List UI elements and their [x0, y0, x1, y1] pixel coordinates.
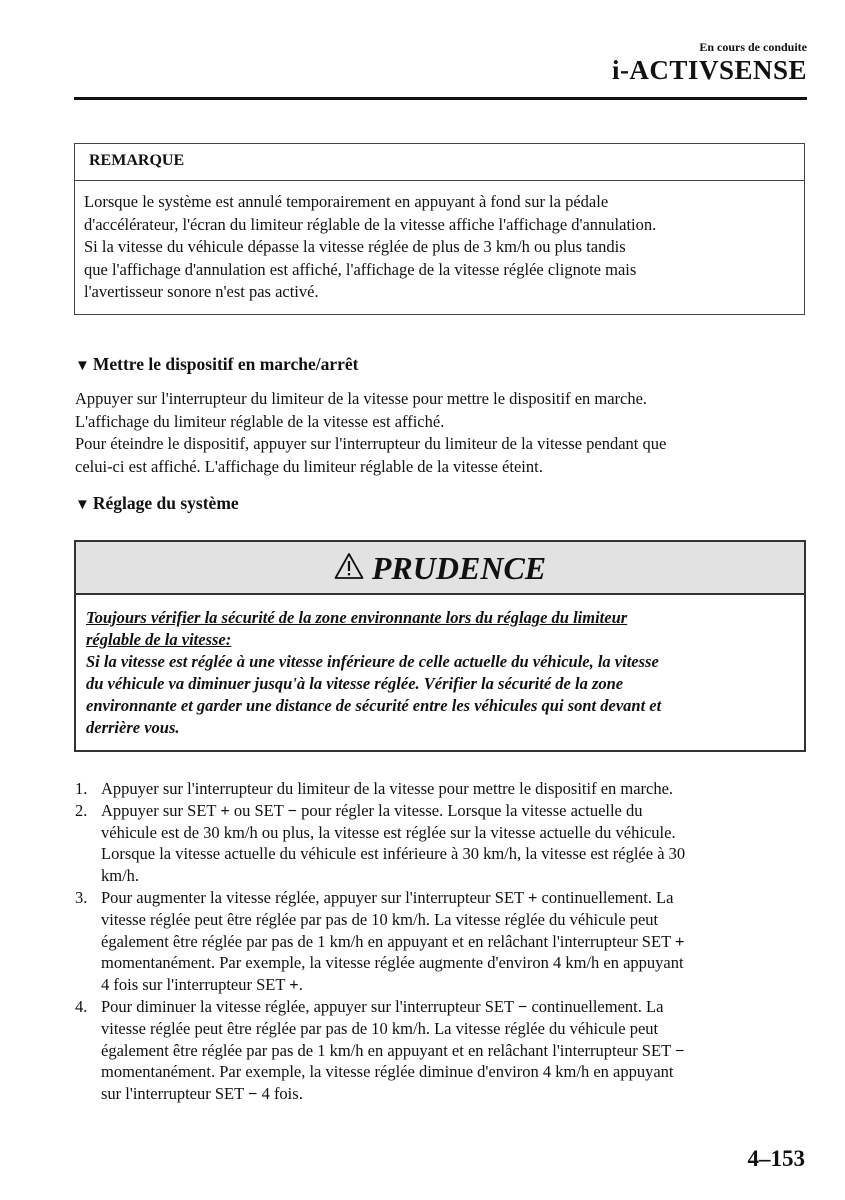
step-line: Appuyer sur l'interrupteur du limiteur de la vitesse pour mettre le dispositif en marche. — [101, 779, 674, 798]
step-number: 3. — [75, 887, 88, 907]
plus-symbol: + — [674, 931, 685, 951]
step-line: Lorsque la vitesse actuelle du véhicule est inférieure à 30 km/h, la vitesse est réglée à 30 — [101, 844, 686, 864]
warning-triangle-icon — [334, 552, 364, 585]
step-number: 2. — [75, 800, 88, 820]
step-line — [101, 931, 815, 953]
step-line: km/h. — [101, 866, 140, 886]
caution-line: environnante et garder une distance de sécurité entre les véhicules qui sont devant et — [86, 696, 662, 715]
step-text: sur l'interrupteur SET — [101, 1084, 249, 1104]
paragraph-line: celui-ci est affiché. L'affichage du limiteur réglable de la vitesse éteint. — [75, 456, 543, 476]
step-line — [101, 974, 815, 996]
step-line — [101, 996, 815, 1018]
step-line — [101, 1083, 815, 1105]
minus-symbol: − — [674, 1040, 685, 1060]
list-item — [75, 887, 815, 996]
caution-title: PRUDENCE — [371, 550, 547, 586]
list-item — [75, 778, 815, 800]
step-line: véhicule est de 30 km/h ou plus, la vitesse est réglée sur la vitesse actuelle du véhicule. — [101, 822, 676, 842]
note-line: Lorsque le système est annulé temporairement en appuyant à fond sur la pédale — [84, 192, 609, 211]
note-line: l'avertisseur sonore n'est pas activé. — [84, 282, 319, 301]
list-item — [75, 800, 815, 887]
note-body — [75, 181, 804, 304]
step-text: également être réglée par pas de 1 km/h en appuyant et en relâchant l'interrupteur SET — [101, 931, 675, 951]
section-header: En cours de conduite — [699, 40, 807, 54]
step-line — [101, 1040, 815, 1062]
plus-symbol: + — [220, 800, 230, 820]
triangle-down-icon: ▼ — [75, 358, 90, 374]
header-rule — [74, 97, 807, 100]
page-number: 4–153 — [747, 1146, 805, 1171]
caution-body — [76, 595, 804, 739]
note-box — [74, 143, 805, 315]
caution-line: Si la vitesse est réglée à une vitesse inférieure de celle actuelle du véhicule, la vitesse — [86, 652, 659, 671]
caution-box — [74, 540, 806, 752]
note-line: d'accélérateur, l'écran du limiteur réglable de la vitesse affiche l'affichage d'annulation. — [84, 214, 657, 234]
step-text: ou SET — [229, 800, 288, 820]
step-line: vitesse réglée peut être réglée par pas de 10 km/h. La vitesse réglée du véhicule peut — [101, 909, 659, 929]
step-text: continuellement. La — [527, 996, 664, 1016]
minus-symbol: − — [248, 1084, 258, 1104]
step-number: 1. — [75, 779, 88, 798]
caution-line: réglable de la vitesse: — [86, 630, 232, 649]
paragraph-line: Appuyer sur l'interrupteur du limiteur de la vitesse pour mettre le dispositif en marche. — [75, 389, 648, 408]
step-text: 4 fois sur l'interrupteur SET — [101, 975, 290, 995]
triangle-down-icon: ▼ — [75, 497, 90, 513]
step-text: Pour diminuer la vitesse réglée, appuyer sur l'interrupteur SET — [101, 996, 518, 1016]
step-text: Appuyer sur SET — [101, 800, 221, 820]
plus-symbol: + — [527, 887, 538, 907]
step-text: Pour augmenter la vitesse réglée, appuyer sur l'interrupteur SET — [101, 887, 528, 907]
section-heading-text: Réglage du système — [92, 493, 239, 513]
step-line: momentanément. Par exemple, la vitesse réglée augmente d'environ 4 km/h en appuyant — [101, 953, 684, 973]
note-line: que l'affichage d'annulation est affiché, l'affichage de la vitesse réglée clignote mais — [84, 259, 637, 279]
note-line: Si la vitesse du véhicule dépasse la vitesse réglée de plus de 3 km/h ou plus tandis — [84, 237, 626, 256]
step-text: également être réglée par pas de 1 km/h en appuyant et en relâchant l'interrupteur SET — [101, 1040, 675, 1060]
step-line — [101, 887, 815, 909]
step-text: continuellement. La — [537, 887, 674, 907]
paragraph-line: L'affichage du limiteur réglable de la vitesse est affiché. — [75, 411, 445, 431]
minus-symbol: − — [517, 996, 528, 1016]
step-line: momentanément. Par exemple, la vitesse réglée diminue d'environ 4 km/h en appuyant — [101, 1062, 674, 1082]
steps-list — [75, 778, 815, 1105]
paragraph-line: Pour éteindre le dispositif, appuyer sur l'interrupteur du limiteur de la vitesse pendant que — [75, 434, 667, 453]
caution-line: du véhicule va diminuer jusqu'à la vitesse réglée. Vérifier la sécurité de la zone — [86, 674, 624, 693]
section-heading-power — [75, 354, 359, 375]
section-heading-text: Mettre le dispositif en marche/arrêt — [92, 354, 359, 374]
page-title: i-ACTIVSENSE — [611, 55, 807, 85]
caution-header — [76, 542, 804, 595]
step-line: vitesse réglée peut être réglée par pas de 10 km/h. La vitesse réglée du véhicule peut — [101, 1018, 659, 1038]
step-number: 4. — [75, 996, 88, 1016]
note-title: REMARQUE — [75, 144, 804, 181]
section-paragraph — [75, 388, 666, 478]
step-text: . — [298, 975, 303, 995]
list-item — [75, 996, 815, 1105]
minus-symbol: − — [287, 800, 298, 820]
step-text: 4 fois. — [257, 1084, 303, 1104]
section-heading-settings — [75, 493, 239, 514]
step-line — [101, 800, 815, 822]
caution-line: derrière vous. — [86, 718, 180, 737]
caution-line: Toujours vérifier la sécurité de la zone environnante lors du réglage du limiteur — [86, 608, 628, 627]
plus-symbol: + — [289, 975, 299, 995]
step-text: pour régler la vitesse. Lorsque la vitesse actuelle du — [297, 800, 643, 820]
